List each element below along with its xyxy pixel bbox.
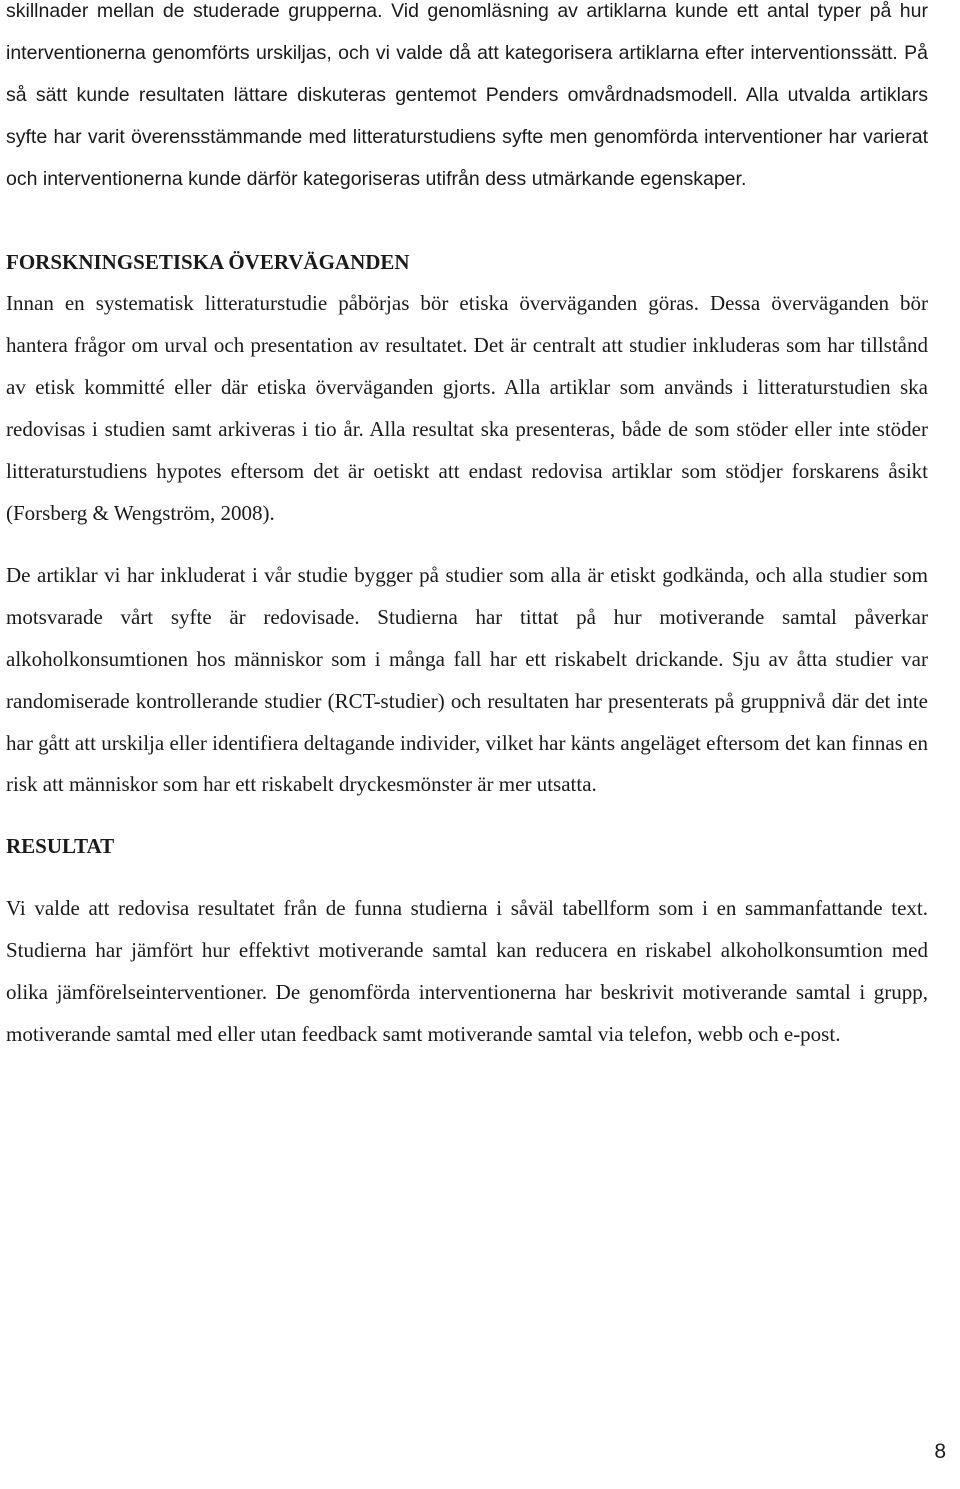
heading-research-ethics: FORSKNINGSETISKA ÖVERVÄGANDEN bbox=[6, 249, 410, 274]
paragraph-included-articles: De artiklar vi har inkluderat i vår studie bygger på studier som alla är etiskt godkända, och alla studier som motsvarade vårt syfte är redovisade. Studierna har tittat på hur motiverande samtal påverkar alkoholkonsumtionen hos människor som i många fall har ett riskabelt drickande. Sju av åtta studier var randomiserade kontrollerande studier (RCT-studier) och resultaten har presenterats på gruppnivå där det inte har gått att urskilja eller identifiera deltagande individer, vilket har känts angeläget eftersom det kan finnas en risk att människor som har ett riskabelt dryckesmönster är mer utsatta. bbox=[6, 562, 928, 797]
paragraph-method-categorization: skillnader mellan de studerade grupperna. Vid genomläsning av artiklarna kunde ett antal typer på hur interventionerna genomförts urskiljas, och vi valde då att kategorisera artiklarna efter interventionssätt. På så sätt kunde resultaten lättare diskuteras gentemot Penders omvårdnadsmodell. Alla utvalda artiklars syfte har varit överensstämmande med litteraturstudiens syfte men genomförda interventioner har varierat och interventionerna kunde därför kategoriseras utifrån dess utmärkande egenskaper. bbox=[6, 0, 928, 190]
document-page bbox=[6, 0, 928, 1056]
paragraph-results: Vi valde att redovisa resultatet från de funna studierna i såväl tabellform som i en sammanfattande text. Studierna har jämfört hur effektivt motiverande samtal kan reducera en riskabel alkoholkonsumtion med olika jämförelseinterventioner. De genomförda interventionerna har beskrivit motiverande samtal i grupp, motiverande samtal med eller utan feedback samt motiverande samtal via telefon, webb och e-post. bbox=[6, 896, 928, 1046]
page-number: 8 bbox=[934, 1440, 946, 1463]
paragraph-ethics: Innan en systematisk litteraturstudie påbörjas bör etiska överväganden göras. Dessa överväganden bör hantera frågor om urval och presentation av resultatet. Det är centralt att studier inkluderas som har tillstånd av etisk kommitté eller där etiska överväganden gjorts. Alla artiklar som används i litteraturstudien ska redovisas i studien samt arkiveras i tio år. Alla resultat ska presenteras, både de som stöder eller inte stöder litteraturstudiens hypotes eftersom det är oetiskt att endast redovisa artiklar som stödjer forskarens åsikt (Forsberg & Wengström, 2008). bbox=[6, 291, 928, 525]
heading-results: RESULTAT bbox=[6, 834, 115, 859]
